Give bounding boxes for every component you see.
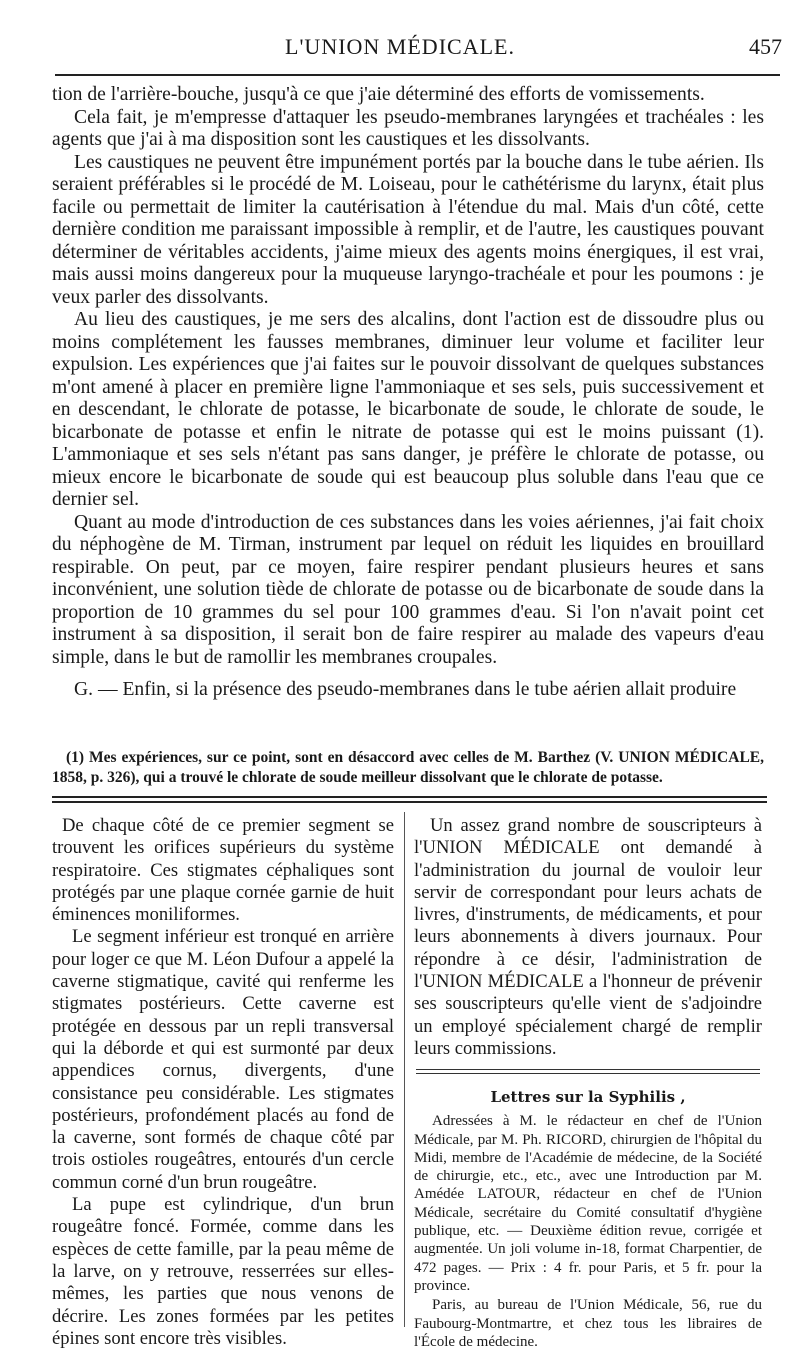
notice-rule xyxy=(416,1069,760,1070)
feuilleton-column xyxy=(52,815,394,1350)
column-paragraph: De chaque côté de ce premier segment se trouvent les orifices supérieurs du système respiratoire. Ces stigmates céphaliques sont protégés par une plaque cornée garnie de huit éminences moniliformes. xyxy=(52,815,394,926)
article-paragraph: G. — Enfin, si la présence des pseudo-membranes dans le tube aérien allait produire xyxy=(74,679,737,700)
running-title: L'UNION MÉDICALE. xyxy=(285,34,515,59)
section-rule xyxy=(52,801,767,803)
footnote: (1) Mes expériences, sur ce point, sont en désaccord avec celles de M. Barthez (V. UNION MÉDICALE, 1858, p. 326), qui a trouvé le chlorate de soude meilleur dissolvant que le chlorate de potasse. xyxy=(52,749,764,786)
notices-column xyxy=(414,815,762,1351)
article-paragraph: Quant au mode d'introduction de ces substances dans les voies aériennes, j'ai fait choix du néphogène de M. Tirman, instrument par lequel on réduit les liquides en brouillard respirable. On peut, par ce moyen, faire respirer pendant plusieurs heures et sans inconvénient, une solution tiède de chlorate de potasse ou de bicarbonate de soude dans la proportion de 10 grammes du sel pour 100 grammes d'eau. Si l'on n'avait point cet instrument à sa disposition, il serait bon de faire respirer au malade des vapeurs d'eau simple, dans le but de ramollir les membranes croupales. xyxy=(52,511,764,668)
book-ad-text: Paris, au bureau de l'Union Médicale, 56, rue du Faubourg-Montmartre, et chez tous les libraires de l'École de médecine. xyxy=(414,1297,762,1350)
article-paragraph: Les caustiques ne peuvent être impunément portés par la bouche dans le tube aérien. Ils seraient préférables si le procédé de M. Loiseau, pour le cathétérisme du larynx, était plus facile ou permettait de limiter la cautérisation à l'étendue du mal. Mais d'un côté, cette dernière condition me paraissant impossible à remplir, et de l'autre, les caustiques pouvant déterminer de véritables accidents, j'aime mieux des agents moins énergiques, il est vrai, mais aussi moins dangereux pour la muqueuse laryngo-trachéale et pour les poumons : je veux parler des dissolvants. xyxy=(52,151,764,308)
section-rule xyxy=(52,796,767,798)
column-paragraph: La pupe est cylindrique, d'un brun rougeâtre foncé. Formée, comme dans les espèces de cette famille, par la peau même de la larve, on y retrouve, resserrées sur elles-mêmes, les parties que nous venons de décrire. Les zones formées par les petites épines sont encore très visibles. xyxy=(52,1194,394,1349)
article-paragraph: Au lieu des caustiques, je me sers des alcalins, dont l'action est de dissoudre plus ou moins complétement les fausses membranes, diminuer leur volume et faciliter leur expulsion. Les expériences que j'ai faites sur le pouvoir dissolvant de quelques substances m'ont amené à placer en première ligne l'ammoniaque et ses sels, puis successivement et en descendant, le chlorate de potasse, le bicarbonate de soude, le chlorate de soude, le bicarbonate de potasse et enfin le nitrate de potasse qui est le moins puissant (1). L'ammoniaque et ses sels n'étant pas sans danger, je préfère le chlorate de potasse, ou mieux encore le bicarbonate de soude qui est beaucoup plus soluble dans l'eau que ce dernier sel. xyxy=(52,309,764,510)
page-number: 457 xyxy=(749,34,782,59)
subscriber-notice: Un assez grand nombre de souscripteurs à l'UNION MÉDICALE ont demandé à l'administration du journal de vouloir leur servir de correspondant pour leurs achats de livres, d'instruments, de médicaments, et pour leurs abonnements à divers journaux. Pour répondre à ce désir, l'administration de l'UNION MÉDICALE a l'honneur de prévenir ses souscripteurs qu'elle vient de s'adjoindre un employé spécialement chargé de remplir leurs commissions. xyxy=(414,815,762,1059)
notice-rule xyxy=(416,1073,760,1074)
book-ad-title: Lettres sur la Syphilis , xyxy=(490,1088,686,1107)
article-paragraph: tion de l'arrière-bouche, jusqu'à ce que j'aie déterminé des efforts de vomissements. xyxy=(52,84,705,105)
column-divider xyxy=(404,812,405,1327)
book-ad-text: Adressées à M. le rédacteur en chef de l'Union Médicale, par M. Ph. RICORD, chirurgien de l'hôpital du Midi, membre de l'Académie de médecine, de la Société de chirurgie, etc., etc., avec une Introduction par M. Amédée LATOUR, rédacteur en chef de l'Union Médicale, secrétaire du Comité consultatif d'hygiène publique, etc. — Deuxième édition revue, corrigée et augmentée. Un joli volume in-18, format Charpentier, de 472 pages. — Prix : 4 fr. pour Paris, et 5 fr. pour la province. xyxy=(414,1113,762,1294)
column-paragraph: Le segment inférieur est tronqué en arrière pour loger ce que M. Léon Dufour a appelé la caverne stigmatique, cavité qui renferme les stigmates postérieurs. Cette caverne est protégée en dessous par un repli transversal qui la déborde et qui est surmonté par deux appendices cornus, divergents, d'une consistance peu considérable. Les stigmates postérieurs, profondément placés au fond de la caverne, sont formés de chaque côté par trois ostioles rougeâtres, entourés d'un cercle commun corné d'un brun rougeâtre. xyxy=(52,926,394,1193)
header-rule xyxy=(55,74,780,76)
running-head xyxy=(0,30,800,64)
main-article xyxy=(52,84,764,702)
article-paragraph: Cela fait, je m'empresse d'attaquer les pseudo-membranes laryngées et trachéales : les agents que j'ai à ma disposition sont les caustiques et les dissolvants. xyxy=(52,106,764,150)
